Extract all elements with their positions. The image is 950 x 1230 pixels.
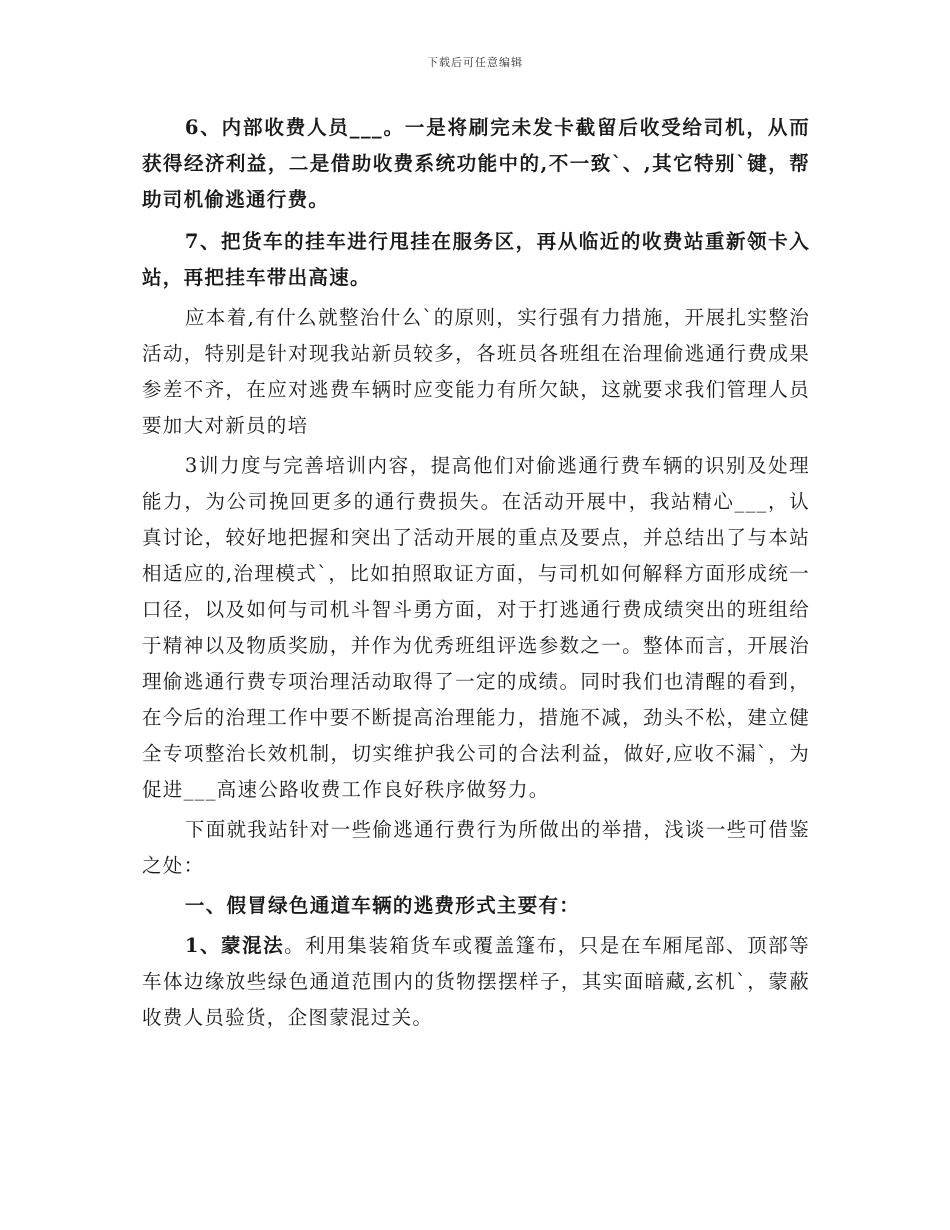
paragraph-method-1 <box>142 928 810 1036</box>
method-1-lead: 1、蒙混法 <box>184 934 285 957</box>
paragraph-intro: 下面就我站针对一些偷逃通行费行为所做出的举措，浅谈一些可借鉴之处： <box>142 818 810 877</box>
paragraph-training: 3训力度与完善培训内容，提高他们对偷逃通行费车辆的识别及处理能力，为公司挽回更多的通行费损失。在活动开展中，我站精心___，认真讨论，较好地把握和突出了活动开展的重点及要点，并总结出了与本站相适应的,治理模式`，比如拍照取证方面，与司机如何解释方面形成统一口径，以及如何与司机斗智斗勇方面，对于打逃通行费成绩突出的班组给于精神以及物质奖励，并作为优秀班组评选参数之一。整体而言，开展治理偷逃通行费专项治理活动取得了一定的成绩。同时我们也清醒的看到，在今后的治理工作中要不断提高治理能力，措施不减，劲头不松，建立健全专项整治长效机制，切实维护我公司的合法利益，做好,应收不漏`，为促进___高速公路收费工作良好秩序做努力。 <box>142 454 810 801</box>
page-header: 下载后可任意编辑 <box>427 56 523 69</box>
document-body <box>142 110 810 1036</box>
paragraph-item-7: 7、把货车的挂车进行甩挂在服务区，再从临近的收费站重新领卡入站，再把挂车带出高速。 <box>142 230 810 289</box>
method-1-text: 。利用集装箱货车或覆盖篷布，只是在车厢尾部、顶部等车体边缘放些绿色通道范围内的货物摆摆样子，其实面暗藏,玄机`，蒙蔽收费人员验货，企图蒙混过关。 <box>142 934 810 1029</box>
section-heading: 一、假冒绿色通道车辆的逃费形式主要有： <box>184 894 581 917</box>
paragraph-principle: 应本着,有什么就整治什么`的原则，实行强有力措施，开展扎实整治活动，特别是针对现我站新员较多，各班员各班组在治理偷逃通行费成果参差不齐，在应对逃费车辆时应变能力有所欠缺，这就要求我们管理人员要加大对新员的培 <box>142 306 810 437</box>
paragraph-item-6: 6、内部收费人员___。一是将刷完未发卡截留后收受给司机，从而获得经济利益，二是借助收费系统功能中的,不一致`、,其它特别`键，帮助司机偷逃通行费。 <box>142 116 810 211</box>
